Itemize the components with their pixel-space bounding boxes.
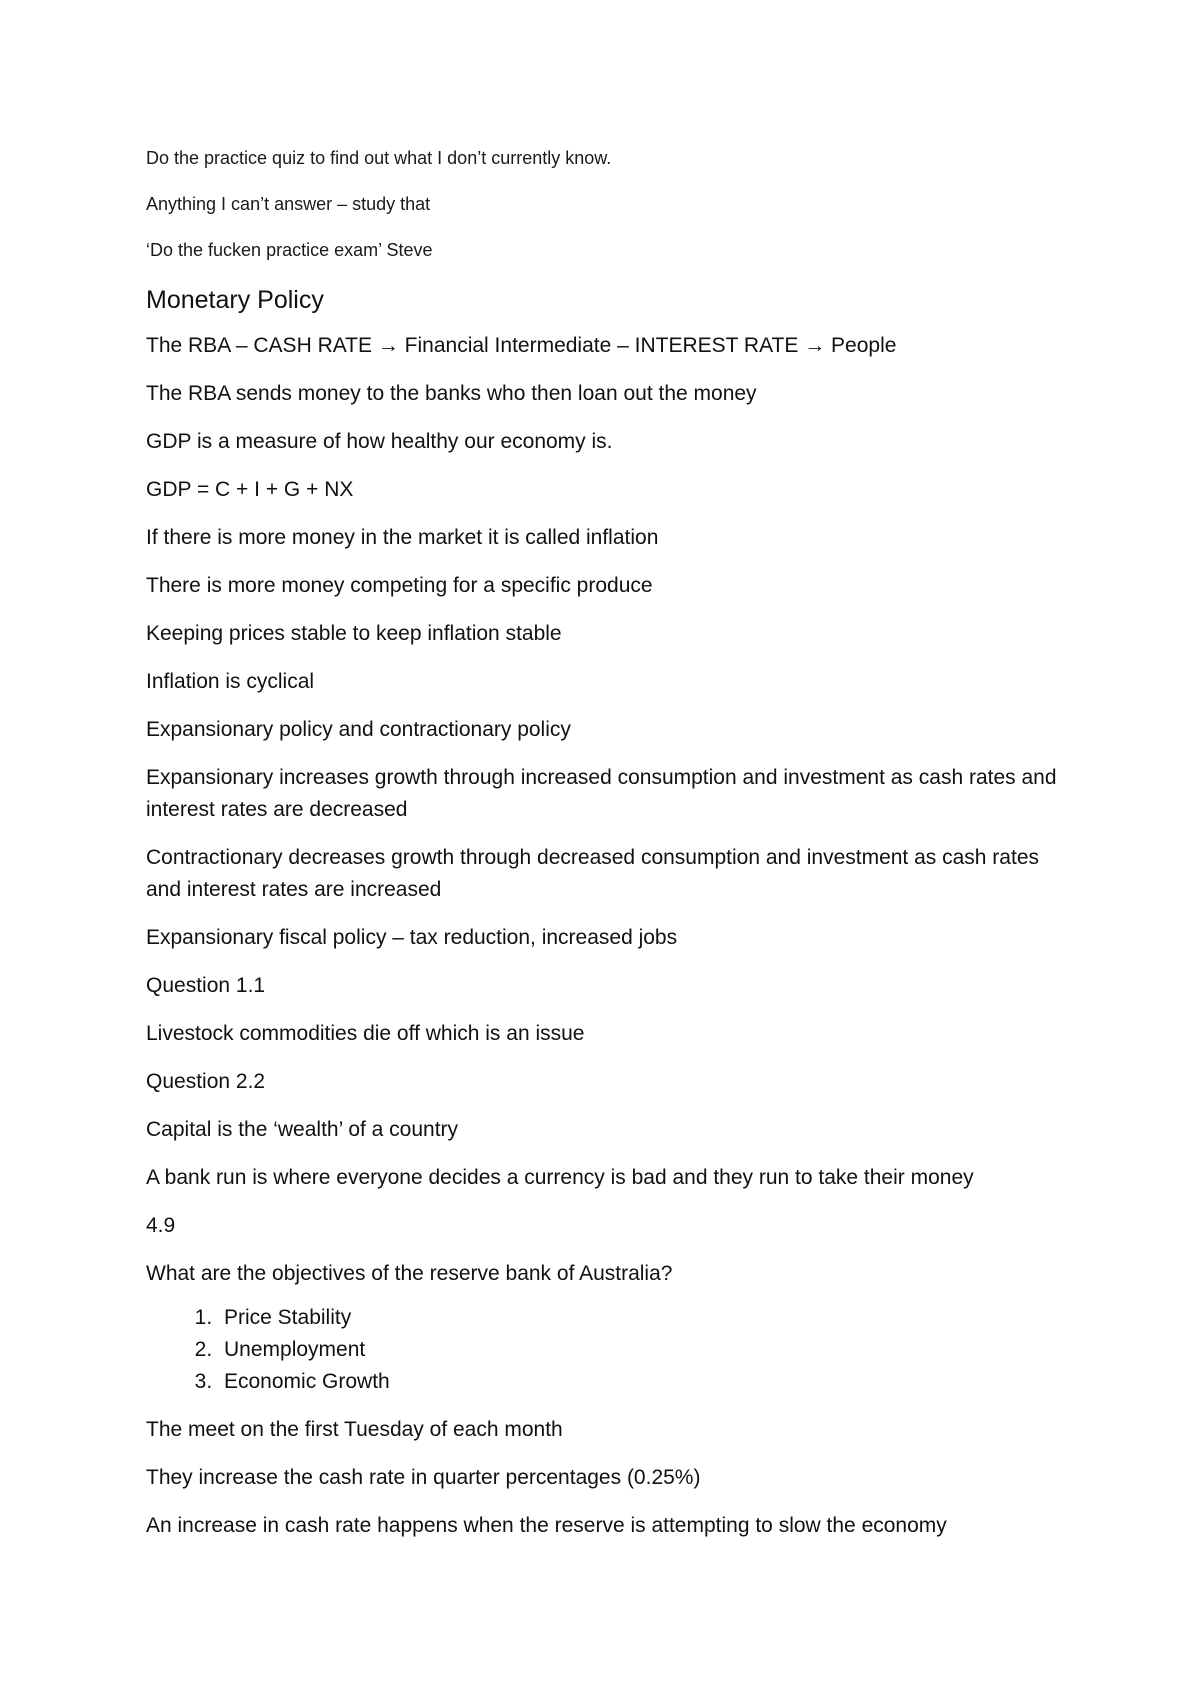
note-paragraph: What are the objectives of the reserve bank of Australia? [146, 1262, 673, 1285]
note-paragraph: Expansionary fiscal policy – tax reduction, increased jobs [146, 926, 678, 949]
note-paragraph: An increase in cash rate happens when the reserve is attempting to slow the economy [146, 1514, 947, 1537]
note-paragraph: Contractionary decreases growth through decreased consumption and investment as cash rates and interest rates are increased [146, 846, 1039, 901]
note-paragraph: GDP is a measure of how healthy our economy is. [146, 430, 613, 453]
note-paragraph: Expansionary policy and contractionary policy [146, 718, 571, 741]
document-body [146, 146, 1066, 1558]
list-item: 3. Economic Growth [218, 1366, 1066, 1398]
note-paragraph: GDP = C + I + G + NX [146, 478, 354, 501]
note-paragraph: There is more money competing for a specific produce [146, 574, 653, 597]
note-paragraph: Expansionary increases growth through increased consumption and investment as cash rates and interest rates are decreased [146, 766, 1057, 821]
note-paragraph: The RBA – CASH RATE → Financial Intermediate – INTEREST RATE → People [146, 334, 897, 357]
note-paragraph: Question 1.1 [146, 974, 266, 997]
note-paragraph: They increase the cash rate in quarter percentages (0.25%) [146, 1466, 701, 1489]
note-paragraph: Capital is the ‘wealth’ of a country [146, 1118, 459, 1141]
note-paragraph: The RBA sends money to the banks who then loan out the money [146, 382, 757, 405]
note-paragraph: The meet on the first Tuesday of each month [146, 1418, 563, 1441]
note-paragraph: Livestock commodities die off which is an issue [146, 1022, 585, 1045]
note-paragraph: Question 2.2 [146, 1070, 266, 1093]
intro-line: ‘Do the fucken practice exam’ Steve [146, 240, 433, 260]
note-paragraph: A bank run is where everyone decides a currency is bad and they run to take their money [146, 1166, 974, 1189]
intro-line: Anything I can’t answer – study that [146, 194, 431, 214]
note-paragraph: 4.9 [146, 1214, 176, 1237]
objectives-list [146, 1302, 1066, 1398]
note-paragraph: Inflation is cyclical [146, 670, 315, 693]
note-paragraph: If there is more money in the market it is called inflation [146, 526, 659, 549]
note-paragraph: Keeping prices stable to keep inflation stable [146, 622, 562, 645]
intro-line: Do the practice quiz to find out what I don’t currently know. [146, 148, 612, 168]
section-heading: Monetary Policy [146, 286, 324, 314]
list-item: 1. Price Stability [218, 1302, 1066, 1334]
list-item: 2. Unemployment [218, 1334, 1066, 1366]
